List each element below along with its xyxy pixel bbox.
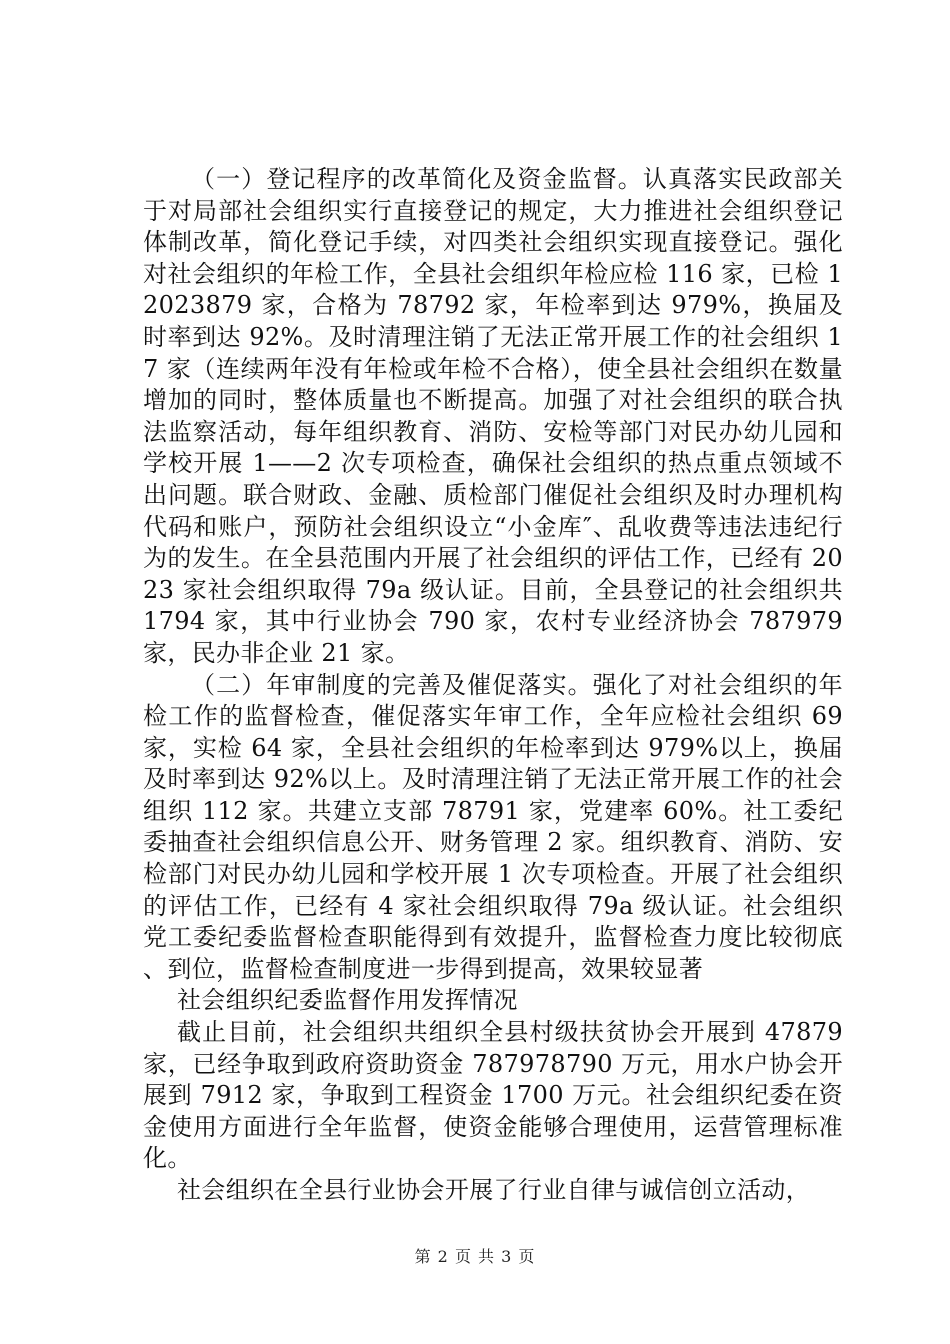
paragraph-industry-self-discipline: 社会组织在全县行业协会开展了行业自律与诚信创立活动， bbox=[177, 1176, 811, 1204]
section-heading-supervision: 社会组织纪委监督作用发挥情况 bbox=[177, 986, 518, 1015]
page-number-footer: 第 2 页 共 3 页 bbox=[414, 1247, 536, 1266]
paragraph-annual-review: （二）年审制度的完善及催促落实。强化了对社会组织的年检工作的监督检查，催促落实年审工作，全年应检社会组织 69 家，实检 64 家，全县社会组织的年检率到达 979%以上，换届及时率到达 92%以上。及时清理注销了无法正常开展工作的社会组织 112 家。共建立支部 78791 家，党建率 60%。社工委纪委抽查社会组织信息公开、财务管理 2 家。组织教育、消防、安检部门对民办幼儿园和学校开展 1 次专项检查。开展了社会组织的评估工作，已经有 4 家社会组织取得 79a 级认证。社会组织党工委纪委监督检查职能得到有效提升，监督检查力度比较彻底、到位，监督检查制度进一步得到提高，效果较显著 bbox=[143, 670, 843, 983]
paragraph-registration-reform: （一）登记程序的改革简化及资金监督。认真落实民政部关于对局部社会组织实行直接登记的规定，大力推进社会组织登记体制改革，简化登记手续，对四类社会组织实现直接登记。强化对社会组织的年检工作，全县社会组织年检应检 116 家，已检 12023879 家，合格为 78792 家，年检率到达 979%，换届及时率到达 92%。及时清理注销了无法正常开展工作的社会组织 17 家（连续两年没有年检或年检不合格），使全县社会组织在数量增加的同时，整体质量也不断提高。加强了对社会组织的联合执法监察活动，每年组织教育、消防、安检等部门对民办幼儿园和学校开展 1——2 次专项检查，确保社会组织的热点重点领域不出问题。联合财政、金融、质检部门催促社会组织及时办理机构代码和账户，预防社会组织设立“小金库″、乱收费等违法违纪行为的发生。在全县范围内开展了社会组织的评估工作，已经有 2023 家社会组织取得 79a 级认证。目前，全县登记的社会组织共 1794 家，其中行业协会 790 家，农村专业经济协会 787979 家，民办非企业 21 家。 bbox=[143, 165, 843, 667]
document-body bbox=[143, 164, 843, 1207]
paragraph-poverty-associations: 截止目前，社会组织共组织全县村级扶贫协会开展到 47879 家，已经争取到政府资助资金 787978790 万元，用水户协会开展到 7912 家，争取到工程资金 1700 万元。社会组织纪委在资金使用方面进行全年监督，使资金能够合理使用，运营管理标准化。 bbox=[143, 1018, 843, 1173]
